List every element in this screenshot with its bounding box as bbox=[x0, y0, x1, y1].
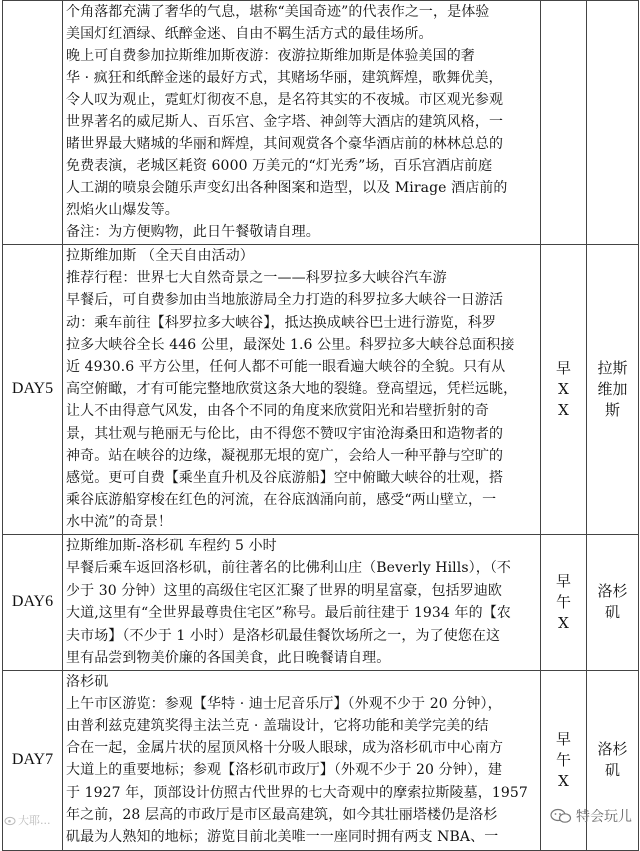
text-line: 睹世界最大赌城的华丽和辉煌，其间观赏各个豪华酒店前的林林总总的 bbox=[66, 136, 504, 152]
description-cell bbox=[63, 245, 541, 535]
text-line: 洛杉矶 bbox=[66, 673, 109, 690]
hotel-cell bbox=[587, 1, 639, 245]
text-line: 景，其壮观与艳丽无与伦比，由不得您不赞叹宇宙沧海桑田和造物者的 bbox=[66, 425, 504, 442]
itinerary-row bbox=[3, 1, 639, 245]
day-cell: DAY7 bbox=[3, 670, 63, 850]
itinerary-table bbox=[2, 0, 639, 851]
meal-lunch: 午 bbox=[555, 592, 571, 611]
text-line: 烈焰火山爆发等。 bbox=[66, 202, 179, 218]
hotel-cell bbox=[587, 534, 639, 670]
text-line: 动：乘车前往【科罗拉多大峡谷】，抵达换成峡谷巴士进行游览，科罗 bbox=[66, 314, 497, 331]
text-line: 早餐后乘车返回洛杉矶，前往著名的比佛利山庄（Beverly Hills），（不 bbox=[66, 560, 512, 577]
text-line: 人工湖的喷泉会随乐声变幻出各种图案和造型，以及 Mirage 酒店前的 bbox=[66, 180, 508, 196]
text-line: 晚上可自费参加拉斯维加斯夜游：夜游拉斯维加斯是体验美国的奢 bbox=[66, 48, 475, 64]
text-line: 水中流”的奇景！ bbox=[66, 514, 172, 531]
text-line: 神奇。站在峡谷的边缘，凝视那无垠的宽广，会给人一种平静与空旷的 bbox=[66, 447, 504, 464]
meal-dinner: X bbox=[558, 400, 569, 419]
wechat-watermark bbox=[550, 806, 632, 826]
description-cell bbox=[63, 670, 541, 850]
text-line: 早餐后，可自费参加由当地旅游局全力打造的科罗拉多大峡谷一日游活 bbox=[66, 292, 504, 309]
text-line: 里有品尝到物美价廉的各国美食，此日晚餐请自理。 bbox=[66, 650, 391, 667]
text-line: 拉斯维加斯 （全天自由活动） bbox=[66, 248, 254, 264]
text-line: 拉多大峡谷全长 446 公里，最深处 1.6 公里。科罗拉多大峡谷总面积接 bbox=[66, 336, 515, 353]
text-line: 年之前，28 层高的市政厅是市区最高建筑，如今其壮丽塔楼仍是洛杉 bbox=[66, 806, 498, 823]
text-line: 拉斯维加斯-洛杉矶 车程约 5 小时 bbox=[66, 537, 277, 554]
itinerary-row bbox=[3, 670, 639, 850]
meals-cell bbox=[541, 245, 587, 535]
meal-breakfast: 早 bbox=[555, 358, 571, 377]
weibo-watermark bbox=[4, 812, 51, 828]
text-line: 个角落都充满了奢华的气息，堪称“美国奇迹”的代表作之一，是体验 bbox=[66, 4, 490, 20]
text-line: 感觉。更可自费【乘坐直升机及谷底游船】空中俯瞰大峡谷的壮观，搭 bbox=[66, 470, 504, 487]
hotel-text: 斯 bbox=[604, 400, 620, 419]
meals-cell bbox=[541, 1, 587, 245]
weibo-text: 大耶... bbox=[18, 814, 51, 827]
meal-lunch: X bbox=[558, 379, 569, 398]
text-line: 大道上的重要地标；参观【洛杉矶市政厅】（外观不少于 20 分钟），建 bbox=[66, 762, 503, 779]
text-line: 备注：为方便购物，此日午餐敬请自理。 bbox=[66, 224, 320, 240]
text-line: 近 4930.6 平方公里，任何人都不可能一眼看遍大峡谷的全貌。只有从 bbox=[66, 359, 506, 376]
itinerary-row bbox=[3, 245, 639, 535]
day-cell: DAY5 bbox=[3, 245, 63, 535]
day-cell bbox=[3, 1, 63, 245]
text-line: 让人不由得意气风发，由各个不同的角度来欣赏阳光和岩壁折射的奇 bbox=[66, 403, 489, 420]
text-line: 令人叹为观止，霓虹灯彻夜不息，是名符其实的不夜城。市区观光参观 bbox=[66, 92, 504, 108]
hotel-text: 矶 bbox=[604, 603, 620, 622]
wechat-bubble-icon bbox=[550, 808, 572, 824]
hotel-cell bbox=[587, 245, 639, 535]
meal-lunch: 午 bbox=[555, 750, 571, 769]
meal-dinner: X bbox=[558, 613, 569, 632]
text-line: 高空俯瞰，才有可能完整地欣赏这条大地的裂缝。登高望远，凭栏远眺， bbox=[66, 381, 518, 398]
meal-breakfast: 早 bbox=[555, 571, 571, 590]
text-line: 合在一起，金属片状的屋顶风格十分吸人眼球，成为洛杉矶市中心南方 bbox=[66, 740, 504, 757]
watermark-text: 特会玩儿 bbox=[576, 809, 632, 825]
hotel-text: 维加 bbox=[597, 379, 628, 398]
meal-breakfast: 早 bbox=[555, 729, 571, 748]
hotel-text: 洛杉 bbox=[597, 582, 628, 601]
text-line: 矶最为人熟知的地标；游览目前北美唯一一座同时拥有两支 NBA、一 bbox=[66, 829, 499, 846]
text-line: 华 · 疯狂和纸醉金迷的最好方式，其赌场华丽，建筑辉煌，歌舞优美， bbox=[66, 70, 503, 86]
text-line: 上午市区游览：参观【华特 · 迪士尼音乐厅】（外观不少于 20 分钟）， bbox=[66, 695, 502, 712]
text-line: 免费表演，老城区耗资 6000 万美元的“灯光秀”场，百乐宫酒店前庭 bbox=[66, 158, 493, 174]
text-line: 推荐行程：世界七大自然奇景之一——科罗拉多大峡谷汽车游 bbox=[66, 270, 447, 287]
text-line: 世界著名的威尼斯人、百乐宫、金字塔、神剑等大酒店的建筑风格，一 bbox=[66, 114, 504, 130]
text-line: 夫市场】（不少于 1 小时）是洛杉矶最佳餐饮场所之一，为了使您在这 bbox=[66, 627, 501, 644]
hotel-text: 拉斯 bbox=[597, 358, 628, 377]
text-line: 乘谷底游船穿梭在红色的河流，在谷底汹涌向前，感受“两山壁立，一 bbox=[66, 492, 497, 509]
text-line: 美国灯红酒绿、纸醉金迷、自由不羁生活方式的最佳场所。 bbox=[66, 26, 433, 42]
description-cell bbox=[63, 1, 541, 245]
weibo-icon bbox=[4, 814, 16, 826]
day-cell: DAY6 bbox=[3, 534, 63, 670]
text-line: 于 1927 年，顶部设计仿照古代世界的七大奇观中的摩索拉斯陵墓，1957 bbox=[66, 784, 528, 801]
text-line: 少于 30 分钟）这里的高级住宅区汇聚了世界的明星富豪，包括罗迪欧 bbox=[66, 582, 503, 599]
meals-cell bbox=[541, 534, 587, 670]
meal-dinner: X bbox=[558, 771, 569, 790]
hotel-text: 矶 bbox=[604, 761, 620, 780]
description-cell bbox=[63, 534, 541, 670]
itinerary-row bbox=[3, 534, 639, 670]
hotel-text: 洛杉 bbox=[597, 740, 628, 759]
text-line: 由普利兹克建筑奖得主法兰克 · 盖瑞设计，它将功能和美学完美的结 bbox=[66, 718, 489, 735]
text-line: 大道,这里有“全世界最尊贵住宅区”称号。最后前往建于 1934 年的【农 bbox=[66, 605, 511, 622]
